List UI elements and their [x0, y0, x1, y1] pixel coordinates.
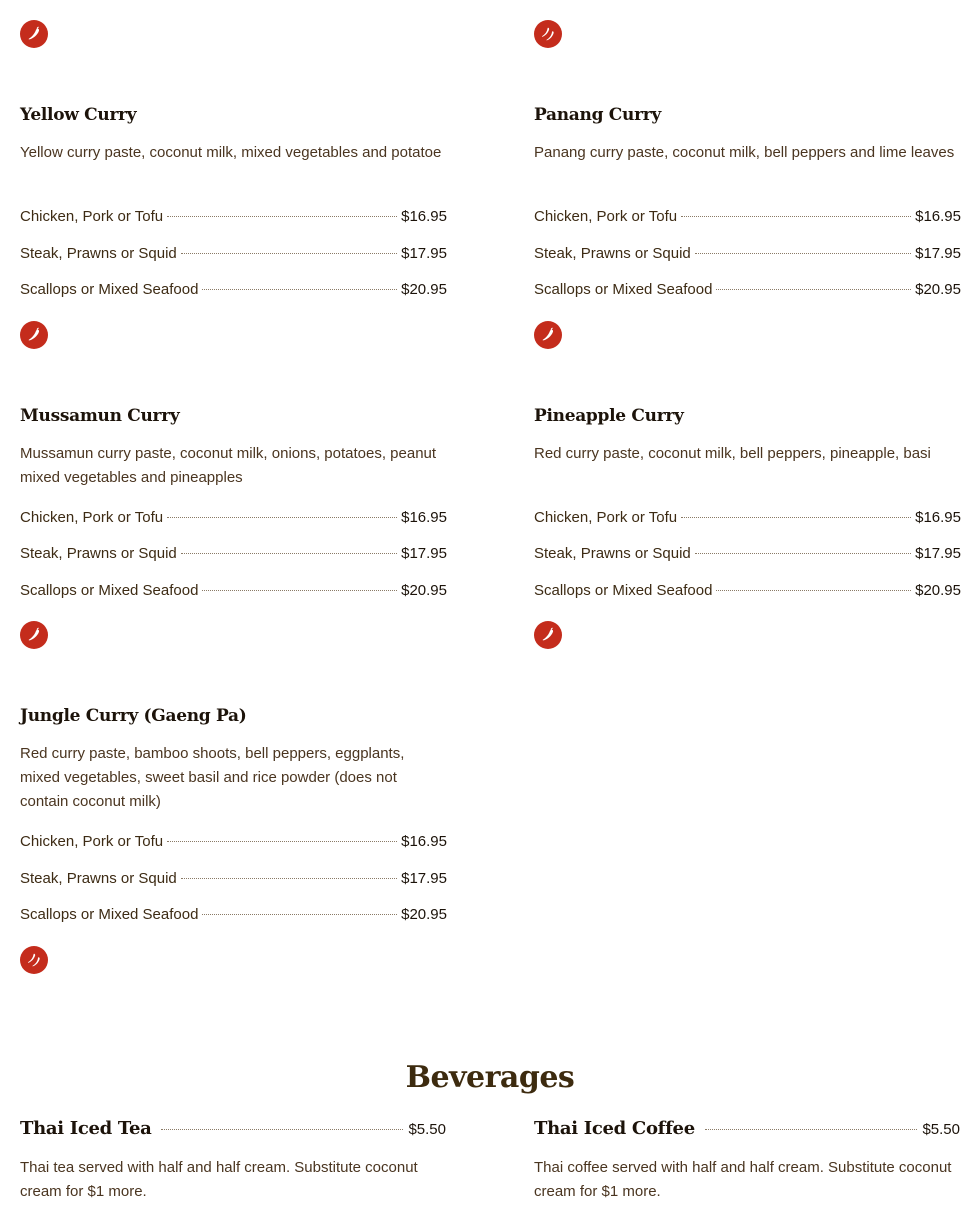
price-row: Chicken, Pork or Tofu $16.95 — [20, 208, 447, 225]
chili-pepper-icon — [20, 946, 48, 974]
item-description: Red curry paste, bamboo shoots, bell peppers, eggplants, mixed vegetables, sweet basil and rice powder (does not contain coconut milk) — [20, 745, 405, 810]
spice-level-top-right — [534, 20, 562, 48]
item-price: $5.50 — [922, 1121, 960, 1138]
price-row: Chicken, Pork or Tofu $16.95 — [20, 833, 447, 850]
chili-pepper-icon — [20, 321, 48, 349]
spice-level — [534, 621, 562, 649]
item-description: Panang curry paste, coconut milk, bell peppers and lime leaves — [534, 144, 955, 161]
spice-level — [20, 621, 48, 649]
beverage-thai-iced-coffee — [534, 1118, 960, 1204]
price-row: Chicken, Pork or Tofu $16.95 — [20, 509, 447, 526]
price-row: Scallops or Mixed Seafood $20.95 — [20, 582, 447, 599]
spice-level — [20, 321, 48, 349]
price-row: Scallops or Mixed Seafood $20.95 — [20, 906, 447, 923]
item-description: Thai tea served with half and half cream. Substitute coconut cream for $1 more. — [20, 1159, 418, 1200]
menu-item-mussamun-curry — [20, 405, 447, 599]
chili-pepper-icon — [20, 621, 48, 649]
item-title: Thai Iced Coffee — [534, 1118, 695, 1139]
spice-level — [534, 321, 562, 349]
price-row: Steak, Prawns or Squid $17.95 — [534, 245, 961, 262]
item-description: Mussamun curry paste, coconut milk, onions, potatoes, peanut mixed vegetables and pineapples — [20, 445, 437, 486]
spice-level — [20, 946, 48, 974]
price-row: Steak, Prawns or Squid $17.95 — [20, 545, 447, 562]
price-row: Steak, Prawns or Squid $17.95 — [20, 870, 447, 887]
menu-item-panang-curry — [534, 104, 961, 298]
price-row: Steak, Prawns or Squid $17.95 — [534, 545, 961, 562]
price-row: Chicken, Pork or Tofu $16.95 — [534, 208, 961, 225]
item-title: Mussamun Curry — [20, 406, 180, 426]
chili-pepper-icon — [534, 321, 562, 349]
menu-item-pineapple-curry — [534, 405, 961, 599]
item-description: Yellow curry paste, coconut milk, mixed vegetables and potatoe — [20, 144, 442, 161]
chili-pepper-icon — [20, 20, 48, 48]
price-row: Chicken, Pork or Tofu $16.95 — [534, 509, 961, 526]
item-price: $5.50 — [408, 1121, 446, 1138]
item-description: Red curry paste, coconut milk, bell peppers, pineapple, basi — [534, 445, 931, 462]
item-title: Pineapple Curry — [534, 406, 684, 426]
item-title: Yellow Curry — [20, 105, 137, 125]
price-row: Scallops or Mixed Seafood $20.95 — [20, 281, 447, 298]
item-description: Thai coffee served with half and half cream. Substitute coconut cream for $1 more. — [534, 1159, 952, 1200]
menu-item-jungle-curry — [20, 705, 447, 923]
section-title-beverages: Beverages — [405, 1060, 575, 1095]
price-row: Steak, Prawns or Squid $17.95 — [20, 245, 447, 262]
chili-pepper-icon — [534, 20, 562, 48]
beverage-thai-iced-tea — [20, 1118, 446, 1204]
item-title: Panang Curry — [534, 105, 661, 125]
menu-item-yellow-curry — [20, 104, 447, 298]
item-title: Thai Iced Tea — [20, 1118, 152, 1139]
price-row: Scallops or Mixed Seafood $20.95 — [534, 281, 961, 298]
chili-pepper-icon — [534, 621, 562, 649]
price-row: Scallops or Mixed Seafood $20.95 — [534, 582, 961, 599]
item-title: Jungle Curry (Gaeng Pa) — [20, 706, 247, 726]
spice-level-top-left — [20, 20, 48, 48]
